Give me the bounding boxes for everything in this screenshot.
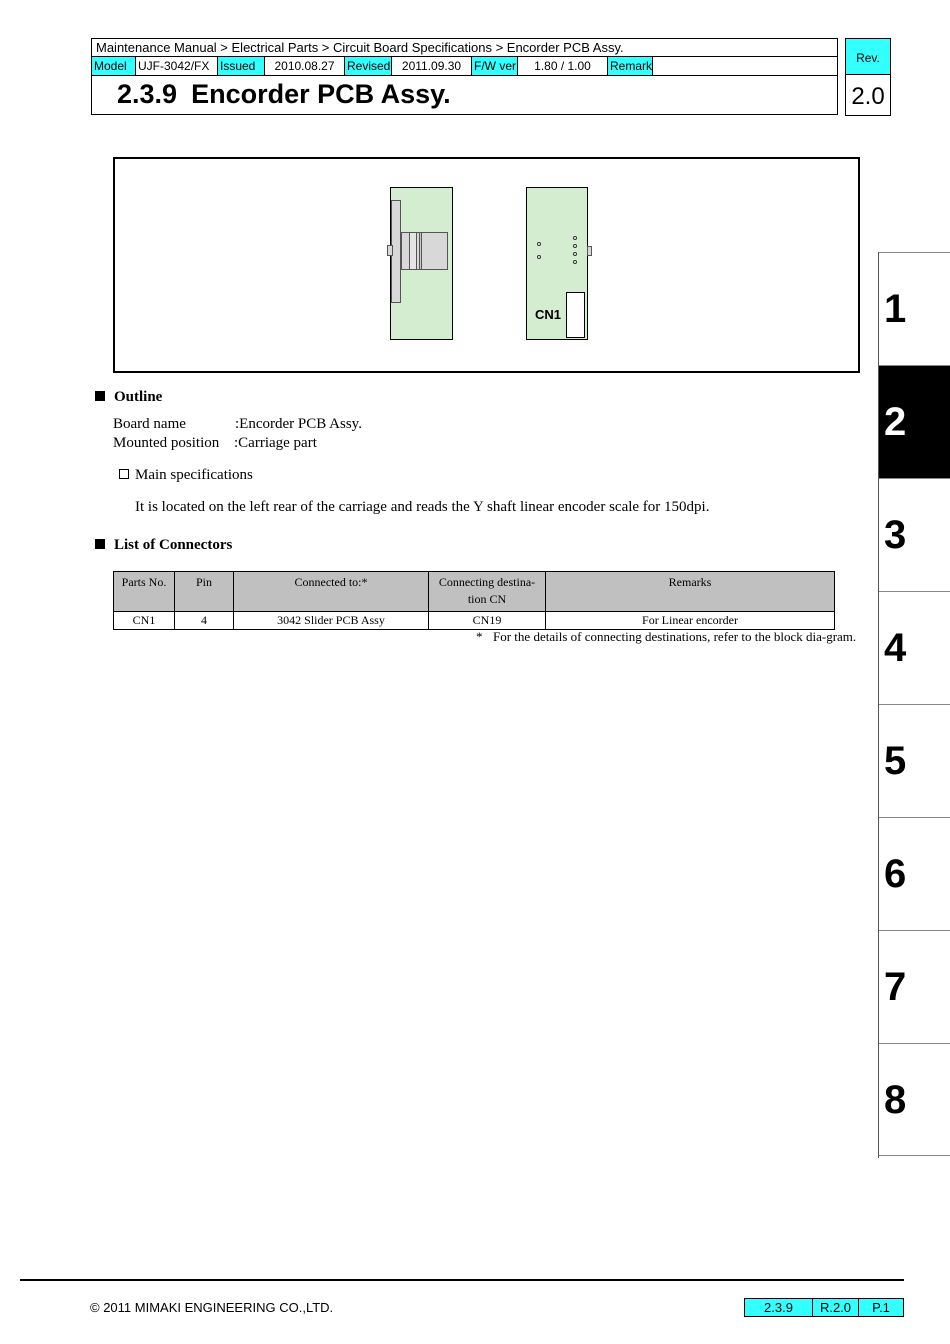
tab-chapter-1[interactable]: 1	[879, 252, 950, 365]
footer-page: P.1	[872, 1300, 890, 1315]
revision-value: 2.0	[851, 83, 885, 110]
footnote-text: For the details of connecting destinations, refer to the block dia-gram.	[493, 629, 857, 644]
remark-label: Remark	[610, 59, 653, 73]
chapter-tabs	[878, 252, 950, 1158]
col-connected-to: Connected to:*	[234, 572, 429, 612]
pcb-figure	[113, 157, 860, 373]
section-title: Encorder PCB Assy.	[191, 79, 451, 109]
hole	[573, 260, 577, 264]
hollow-square-icon	[119, 469, 129, 479]
footnote-star: *	[476, 629, 483, 644]
model-value: UJF-3042/FX	[136, 57, 218, 75]
table-header-row	[114, 572, 835, 612]
outline-heading: Outline	[95, 389, 162, 406]
sensor-divider	[419, 232, 422, 270]
bullet-square-icon	[95, 391, 105, 401]
cell-destination-cn: CN19	[429, 612, 546, 630]
hole	[537, 255, 541, 259]
cn1-connector	[566, 292, 585, 338]
col-destination-cn: Connecting destina-tion CN	[429, 572, 546, 612]
footer-rule	[20, 1279, 904, 1281]
pcb-front-view	[390, 187, 453, 340]
cell-connected-to: 3042 Slider PCB Assy	[234, 612, 429, 630]
model-label: Model	[92, 57, 136, 75]
revision-label: Rev.	[846, 39, 890, 75]
breadcrumb: Maintenance Manual > Electrical Parts > Circuit Board Specifications > Encorder PCB Assy.	[92, 39, 837, 57]
hole	[573, 252, 577, 256]
col-parts-no: Parts No.	[114, 572, 175, 612]
issued-value: 2010.08.27	[265, 57, 345, 75]
issued-label: Issued	[218, 57, 265, 75]
table-row	[114, 612, 835, 630]
main-spec-heading: Main specifications	[119, 467, 253, 484]
connectors-heading: List of Connectors	[95, 537, 232, 554]
footer-revision: R.2.0	[813, 1299, 859, 1316]
mounted-position-label: Mounted position	[113, 435, 220, 451]
tab-chapter-5[interactable]: 5	[879, 704, 950, 817]
cell-parts-no: CN1	[114, 612, 175, 630]
cell-remarks: For Linear encorder	[546, 612, 835, 630]
tab-chapter-3[interactable]: 3	[879, 478, 950, 591]
cn1-label: CN1	[535, 307, 562, 322]
cell-pin: 4	[175, 612, 234, 630]
page-title	[117, 77, 451, 111]
tab-chapter-7[interactable]: 7	[879, 930, 950, 1043]
header-meta-row	[92, 57, 837, 76]
board-name-label: Board name	[113, 416, 186, 432]
col-pin: Pin	[175, 572, 234, 612]
copyright: © 2011 MIMAKI ENGINEERING CO.,LTD.	[90, 1300, 334, 1315]
pcb-side-tab	[387, 245, 393, 256]
hole	[573, 244, 577, 248]
fw-label: F/W ver	[474, 59, 516, 73]
sensor-slot	[409, 232, 417, 270]
tab-chapter-8[interactable]: 8	[879, 1043, 950, 1156]
remark-value	[653, 57, 837, 75]
revised-value: 2011.09.30	[392, 57, 472, 75]
board-name-value: :Encorder PCB Assy.	[235, 416, 362, 432]
pcb-side-tab	[587, 246, 592, 256]
col-remarks: Remarks	[546, 572, 835, 612]
connector-table	[113, 571, 835, 630]
hole	[537, 242, 541, 246]
pcb-back-view	[526, 187, 588, 340]
main-spec-text: It is located on the left rear of the carriage and reads the Y shaft linear encoder scale for 150dpi.	[135, 499, 710, 515]
tab-chapter-4[interactable]: 4	[879, 591, 950, 704]
section-number: 2.3.9	[117, 79, 178, 109]
tab-chapter-2[interactable]: 2	[879, 365, 950, 478]
hole	[573, 236, 577, 240]
footer-page-box	[744, 1298, 904, 1317]
mounted-position-value: :Carriage part	[234, 435, 317, 451]
bullet-square-icon	[95, 539, 105, 549]
fw-value: 1.80 / 1.00	[518, 57, 608, 75]
revised-label: Revised	[347, 59, 391, 73]
tab-chapter-6[interactable]: 6	[879, 817, 950, 930]
footer-section: 2.3.9	[745, 1299, 813, 1316]
